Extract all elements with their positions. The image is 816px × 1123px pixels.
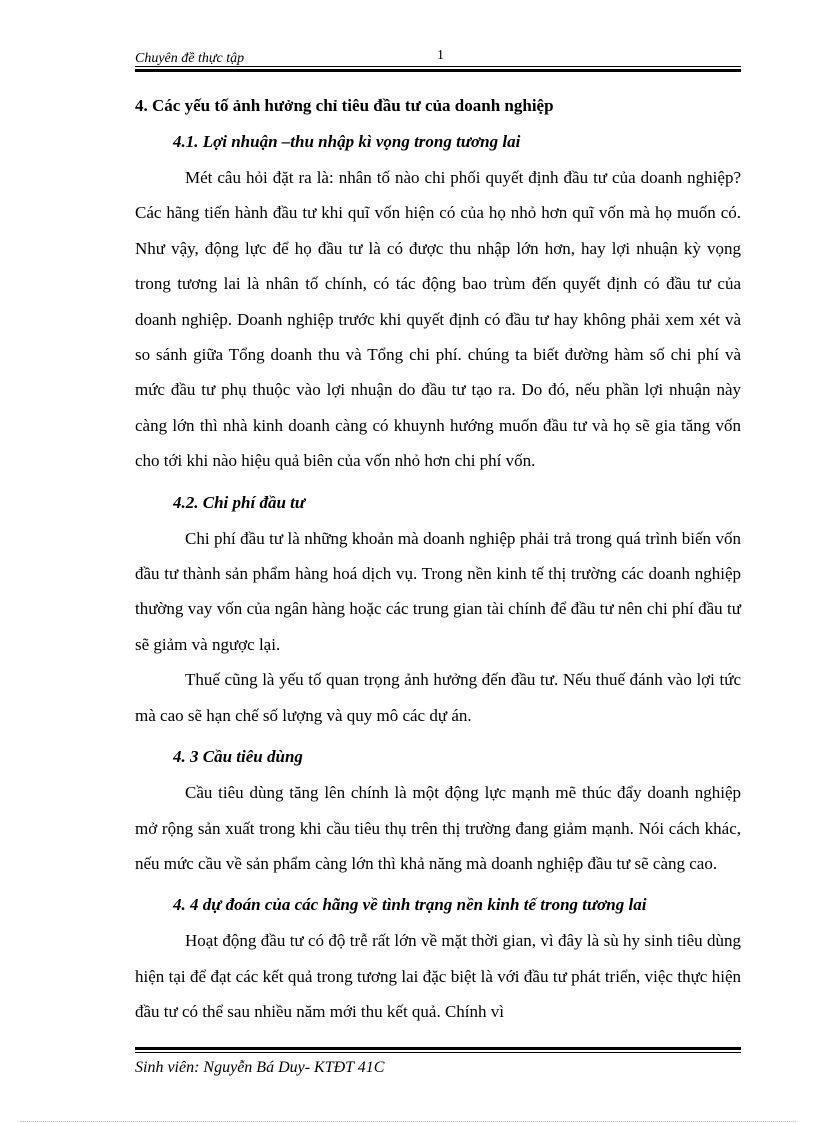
footer-rule-thin bbox=[135, 1052, 741, 1053]
section-title: 4. Các yếu tố ảnh hưởng chỉ tiêu đầu tư của doanh nghiệp bbox=[135, 96, 554, 115]
subsection-title-4-2: 4.2. Chi phí đầu tư bbox=[173, 492, 306, 512]
page-header bbox=[135, 44, 741, 74]
paragraph-4-1-1: Mét câu hỏi đặt ra là: nhân tố nào chi phối quyết định đầu tư của doanh nghiệp? Các hãng tiến hành đầu tư khi quĩ vốn hiện có của họ nhỏ hơn quĩ vốn mà họ muốn có. Như vậy, động lực để họ đầu tư là có được thu nhập lớn hơn, hay lợi nhuận kỳ vọng trong tương lai là nhân tố chính, có tác động bao trùm đến quyết định có đầu tư của doanh nghiệp. Doanh nghiệp trước khi quyết định có đầu tư hay không phải xem xét và so sánh giữa Tổng doanh thu và Tổng chi phí. chúng ta biết đường hàm số chi phí và mức đầu tư phụ thuộc vào lợi nhuận do đầu tư tạo ra. Do đó, nếu phần lợi nhuận này càng lớn thì nhà kinh doanh càng có khuynh hướng muốn đầu tư và họ sẽ gia tăng vốn cho tới khi nào hiệu quả biên của vốn nhỏ hơn chi phí vốn. bbox=[135, 168, 741, 471]
paragraph-4-2-1: Chi phí đầu tư là những khoản mà doanh nghiệp phải trả trong quá trình biến vốn đầu tư thành sản phẩm hàng hoá dịch vụ. Trong nền kinh tế thị trường các doanh nghiệp thường vay vốn của ngân hàng hoặc các trung gian tài chính để đầu tư nên chi phí đầu tư sẽ giảm và ngược lại. bbox=[135, 528, 741, 654]
footer-rule-thick bbox=[135, 1047, 741, 1050]
paragraph-4-4-1: Hoạt động đầu tư có độ trễ rất lớn về mặt thời gian, vì đây là sù hy sinh tiêu dùng hiện tại để đạt các kết quả trong tương lai đặc biệt là với đầu tư phát triển, việc thực hiện đầu tư có thể sau nhiều năm mới thu kết quả. Chính vì bbox=[135, 931, 741, 1022]
footer-text: Sinh viên: Nguyễn Bá Duy- KTĐT 41C bbox=[135, 1059, 385, 1076]
subsection-title-4-3: 4. 3 Cầu tiêu dùng bbox=[173, 747, 303, 767]
subsection-title-4-1: 4.1. Lợi nhuận –thu nhập kì vọng trong tương lai bbox=[173, 132, 521, 151]
subsection-title-4-4: 4. 4 dự đoán của các hãng về tình trạng nền kinh tế trong tương lai bbox=[173, 895, 647, 915]
page-number: 1 bbox=[437, 48, 444, 63]
page-footer bbox=[135, 1047, 741, 1087]
header-title: Chuyên đề thực tập bbox=[135, 51, 245, 66]
header-rule-thick bbox=[135, 69, 741, 72]
page-bottom-border bbox=[20, 1121, 796, 1122]
paragraph-4-2-2: Thuế cũng là yếu tố quan trọng ảnh hưởng đến đầu tư. Nếu thuế đánh vào lợi tức mà cao sẽ hạn chế số lượng và quy mô các dự án. bbox=[135, 670, 741, 725]
paragraph-4-3-1: Cầu tiêu dùng tăng lên chính là một động lực mạnh mẽ thúc đẩy doanh nghiệp mở rộng sản xuất trong khi cầu tiêu thụ trên thị trường đang giảm mạnh. Nói cách khác, nếu mức cầu về sản phẩm càng lớn thì khả năng mà doanh nghiệp đầu tư sẽ càng cao. bbox=[135, 783, 741, 873]
header-rule-thin bbox=[135, 66, 741, 67]
document-body bbox=[135, 88, 741, 1030]
